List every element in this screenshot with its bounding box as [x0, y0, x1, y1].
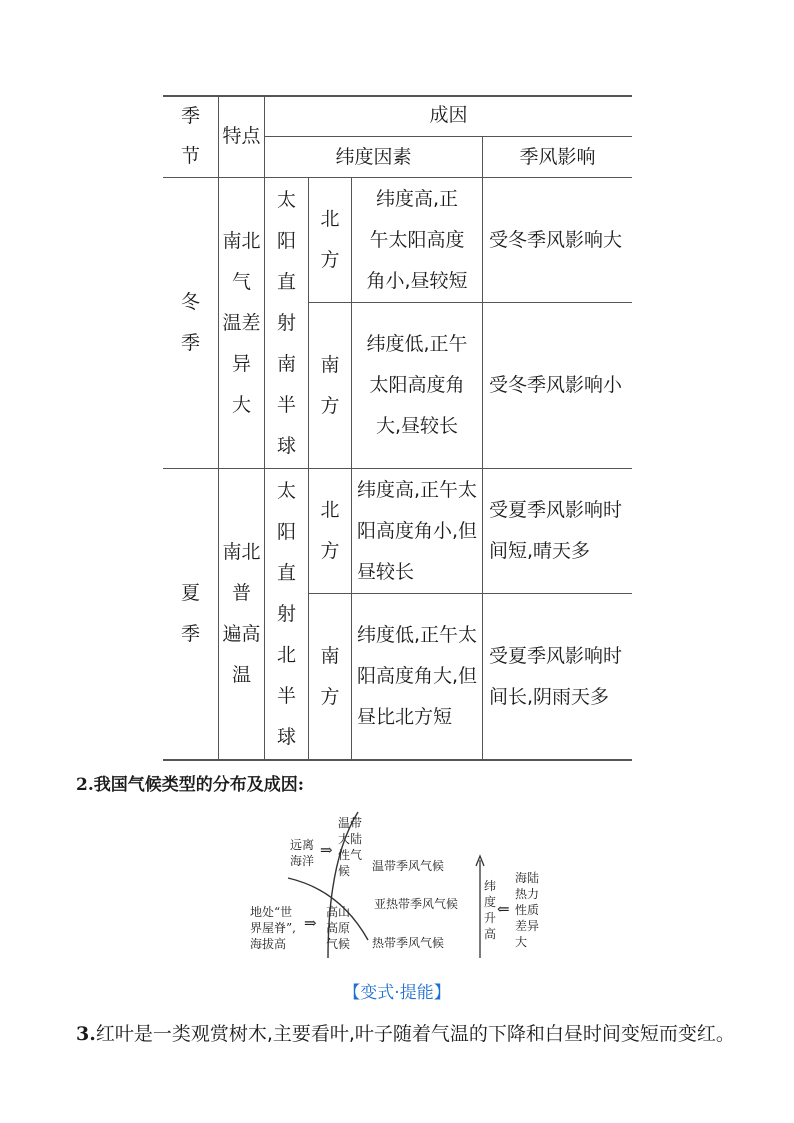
header-season-char: 季	[180, 105, 200, 127]
winter-feature-line: 异	[231, 352, 251, 375]
header-cause	[265, 95, 632, 136]
winter-sun-char: 球	[276, 434, 296, 457]
monsoon-line: 间长,阴雨天多	[489, 685, 610, 708]
latitude-line: 昼比北方短	[357, 706, 453, 728]
summer-sun-char: 球	[276, 725, 296, 748]
summer-season-char: 季	[180, 623, 200, 645]
latitude-rising-label	[484, 878, 496, 942]
summer-north-latitude	[357, 469, 482, 593]
section2-heading: 2.我国气候类型的分布及成因:	[76, 775, 305, 795]
diagram-line: 大	[515, 935, 528, 949]
tropical-monsoon-label: 热带季风气候	[372, 936, 445, 950]
winter-sun-char: 太	[276, 188, 296, 211]
plateau-label	[326, 904, 350, 952]
summer-feature-line: 普	[231, 582, 251, 604]
winter-sun-char: 阳	[276, 229, 296, 252]
question-number: 3.	[76, 1023, 96, 1045]
latitude-line: 太阳高度角	[369, 374, 465, 396]
winter-feature-line: 温差	[222, 311, 261, 334]
winter-north-monsoon	[489, 178, 632, 302]
summer-south-latitude	[357, 594, 482, 759]
diagram-line: 高山	[326, 905, 351, 919]
winter-feature-line: 气	[231, 270, 251, 293]
latitude-line: 阳高度角小,但	[357, 519, 478, 542]
header-cause-label: 成因	[429, 104, 468, 126]
winter-feature-line: 南北	[222, 229, 261, 252]
winter-feature	[219, 178, 264, 468]
summer-sun-char: 半	[276, 684, 296, 707]
summer-sun-char: 太	[276, 479, 296, 502]
winter-north-latitude	[352, 178, 482, 302]
roof-of-world-label	[250, 904, 296, 952]
diagram-line: 界屋脊”,	[250, 921, 296, 935]
diagram-line: 高原	[326, 921, 351, 935]
col-rule-5	[482, 136, 483, 760]
diagram-line: 升	[484, 911, 497, 925]
temperate-continental-label	[338, 815, 362, 879]
header-latitude-label: 纬度因素	[335, 145, 412, 168]
diagram-line: 纬	[484, 879, 497, 893]
summer-south-region	[309, 594, 351, 759]
table-bottom-rule	[163, 759, 632, 761]
region-char: 方	[320, 540, 340, 562]
latitude-line: 纬度高,正午太	[357, 478, 478, 501]
diagram-line: 地处“世	[250, 905, 293, 919]
monsoon-line: 间短,晴天多	[489, 540, 591, 562]
summer-sun-char: 直	[276, 561, 296, 584]
summer-feature-line: 遍高	[222, 623, 261, 645]
summer-feature	[219, 469, 264, 759]
header-season	[163, 95, 218, 177]
diagram-line: 差异	[515, 919, 540, 933]
winter-feature-line: 大	[231, 393, 251, 416]
latitude-line: 纬度低,正午太	[357, 624, 478, 646]
diagram-line: 远离	[290, 838, 315, 852]
arrow-left-icon: ⇐	[497, 900, 510, 918]
winter-season-char: 季	[180, 332, 200, 354]
region-char: 方	[320, 394, 340, 417]
diagram-line: 性质	[515, 903, 540, 917]
diagram-line: 气候	[326, 937, 351, 951]
diagram-line: 海拔高	[250, 937, 287, 951]
summer-sun-char: 射	[276, 602, 296, 625]
diagram-line: 度	[484, 895, 497, 909]
diagram-line: 海洋	[290, 854, 315, 868]
latitude-line: 阳高度角大,但	[357, 665, 478, 687]
region-char: 方	[320, 249, 340, 271]
summer-sun-direct	[265, 469, 308, 759]
variant-label: 【变式·提能】	[343, 983, 451, 1003]
summer-sun-char: 阳	[276, 520, 296, 543]
winter-sun-char: 直	[276, 270, 296, 293]
diagram-line: 海陆	[515, 871, 540, 885]
summer-feature-line: 温	[231, 664, 251, 686]
header-feature	[219, 95, 264, 177]
summer-south-monsoon	[489, 594, 632, 759]
diagram-line: 温带	[338, 816, 363, 830]
winter-sun-direct	[265, 178, 308, 468]
monsoon-line: 受夏季风影响时	[489, 644, 623, 667]
region-char: 北	[320, 499, 340, 521]
winter-north-region	[309, 178, 351, 302]
winter-season-char: 冬	[180, 291, 200, 313]
header-monsoon-label: 季风影响	[519, 145, 596, 168]
winter-sun-char: 南	[276, 352, 296, 375]
question-text: 红叶是一类观赏树木,主要看叶,叶子随着气温的下降和白昼时间变短而变红。	[95, 1023, 735, 1045]
latitude-line: 昼较长	[357, 560, 415, 583]
diagram-line: 高	[484, 927, 497, 941]
region-char: 方	[320, 685, 340, 708]
latitude-line: 角小,昼较短	[366, 269, 468, 292]
diagram-line: 大陆	[338, 832, 363, 846]
region-char: 北	[320, 208, 340, 230]
arrow-right-icon: ⇒	[304, 914, 317, 932]
diagram-line: 候	[338, 864, 351, 878]
summer-season-char: 夏	[180, 582, 200, 604]
summer-sun-char: 北	[276, 643, 296, 666]
latitude-line: 午太阳高度	[369, 228, 465, 251]
region-char: 南	[320, 353, 340, 376]
latitude-line: 大,昼较长	[375, 415, 459, 437]
summer-north-monsoon	[489, 469, 632, 593]
header-feature-label: 特点	[222, 124, 261, 147]
question-3	[76, 1019, 735, 1046]
monsoon-line: 受冬季风影响小	[489, 374, 623, 396]
monsoon-line: 受夏季风影响时	[489, 499, 623, 521]
winter-south-latitude	[352, 303, 482, 468]
summer-north-region	[309, 469, 351, 593]
latitude-line: 纬度低,正午	[366, 333, 468, 355]
winter-south-region	[309, 303, 351, 468]
latitude-line: 纬度高,正	[375, 187, 459, 210]
header-monsoon-effect	[483, 137, 632, 177]
temperate-monsoon-label: 温带季风气候	[372, 859, 445, 873]
summer-feature-line: 南北	[222, 541, 261, 563]
monsoon-line: 受冬季风影响大	[489, 228, 623, 251]
winter-season	[163, 178, 218, 468]
summer-season	[163, 469, 218, 759]
far-ocean-label	[290, 837, 314, 869]
header-season-char: 节	[180, 145, 200, 167]
winter-sun-char: 射	[276, 311, 296, 334]
region-char: 南	[320, 644, 340, 667]
winter-sun-char: 半	[276, 393, 296, 416]
land-sea-label	[515, 870, 539, 950]
arrow-right-icon: ⇒	[320, 841, 333, 859]
diagram-line: 性气	[338, 848, 363, 862]
winter-south-monsoon	[489, 303, 632, 468]
header-latitude-factor	[265, 137, 482, 177]
diagram-line: 热力	[515, 887, 540, 901]
subtropical-monsoon-label: 亚热带季风气候	[374, 897, 459, 911]
